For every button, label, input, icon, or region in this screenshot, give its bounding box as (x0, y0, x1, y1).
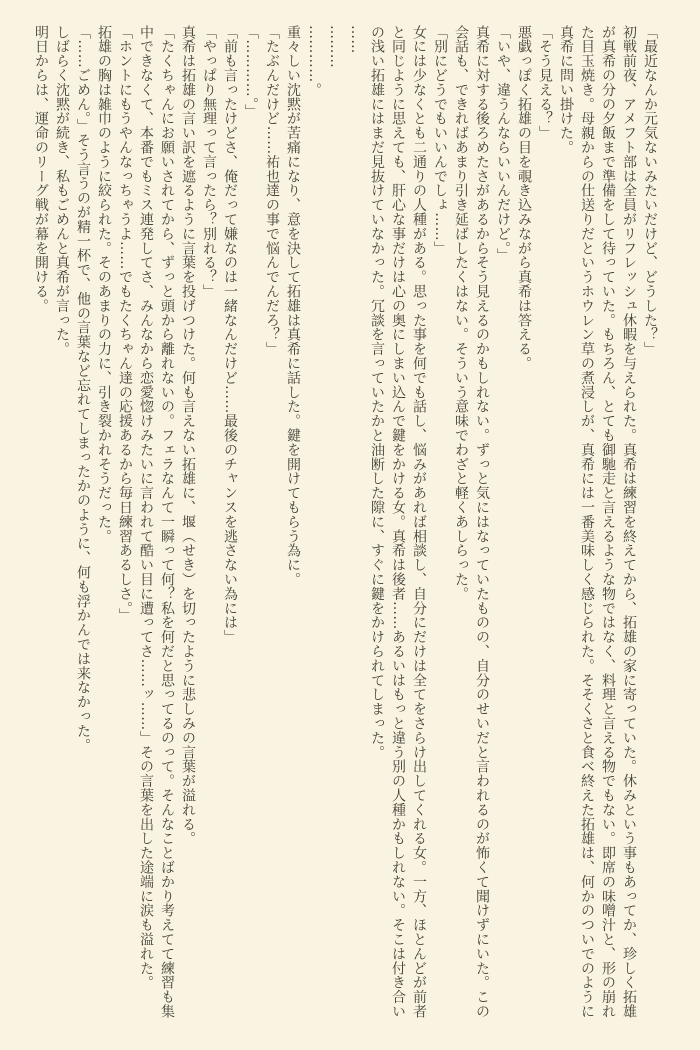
text-column: 明日からは、運命のリーグ戦が幕を開ける。 (33, 25, 49, 313)
text-column: た目玉焼き。母親からの仕送りだというホウレン草の煮浸しが、真希には一番美味しく感じられた。そそくさと食べ終えた拓雄は、何かのついでのように (579, 25, 595, 1019)
text-column: 「…………。」 (243, 25, 259, 119)
text-column: 女には少なくとも二通りの人種がある。思った事を何でも話し、悩みがあれば相談し、自分にだけは全てをさらけ出してくれる女。一方、ほとんどが前者 (411, 25, 427, 1019)
text-column: 悪戯っぽく拓雄の目を覗き込みながら真希は答える。 (516, 25, 532, 371)
text-column: 「そう見える？」 (537, 25, 553, 141)
text-column: の浅い拓雄にはまだ見抜けていなかった。冗談を言っていたかと油断した隙に、すぐに鍵をかけられてしまった。 (369, 25, 385, 760)
text-column: 「ホントにもうやんなっちゃうよ……でもたくちゃん達の応援あるから毎日練習あるしさ。」 (117, 25, 133, 623)
text-column: 初戦前夜、アメフト部は全員がリフレッシュ休暇を与えられた。真希は練習を終えてから、拓雄の家に寄っていた。休みという事もあってか、珍しく拓雄 (621, 25, 637, 1019)
text-column: 中できなくて、本番でもミス連発してさ、みんなから恋愛惚けみたいに言われて酷い目に遭ってさ……ッ……」その言葉を出した途端に涙も溢れた。 (138, 25, 154, 990)
text-column: 「最近なんか元気ないみたいだけど、どうした？」 (642, 25, 658, 357)
text-column: …………。 (306, 25, 322, 97)
text-column: 「別にどうでもいいんでしょ……」 (432, 25, 448, 256)
text-column: 重々しい沈黙が苦痛になり、意を決して拓雄は真希に話した。鍵を開けてもらう為に。 (285, 25, 301, 587)
text-column: 「たぶんだけど……祐也達の事で悩んでんだろ？」 (264, 25, 280, 357)
text-column: と同じように思えても、肝心な事だけは心の奥にしまい込んで鍵をかける女。真希は後者……あるいはもっと違う別の人種かもしれない。そこは付き合い (390, 25, 406, 1019)
text-column: 「たくちゃんにお願いされてから、ずっと頭から離れないの。フェラなんて一瞬って何？私を何だと思ってるのって。そんなことばかり考えてて練習も集 (159, 25, 175, 1019)
text-column: 「……ごめん。」そう言うのが精一杯で、他の言葉など忘れてしまったかのように、何も浮かんでは来なかった。 (75, 25, 91, 753)
text-column: ……… (327, 25, 343, 69)
text-column: 「いや、違うんならいいんだけど。」 (495, 25, 511, 263)
text-column: しばらく沈黙が続き、私もごめんと真希が言った。 (54, 25, 70, 357)
text-column: 「やっぱり無理って言ったら？別れる？」 (201, 25, 217, 299)
text-column: …… (348, 25, 364, 54)
text-column: 真希は拓雄の言い訳を遮るように言葉を投げつけた。何も言えない拓雄に、堰（せき）を切ったように悲しみの言葉が溢れる。 (180, 25, 196, 846)
text-column: 拓雄の胸は雑巾のように絞られた。そのあまりの力に、引き裂かれそうだった。 (96, 25, 112, 544)
text-column: 真希に問い掛けた。 (558, 25, 574, 155)
text-column: 真希に対する後ろめたさがあるからそう見えるのかもしれない。ずっと気にはなっていたものの、自分のせいだと言われるのが怖くて聞けずにいた。この (474, 25, 490, 1019)
text-column: が真希の分の夕飯まで準備をして待っていた。もちろん、とても御馳走と言えるような物ではなく、料理と言える物でもない。即席の味噌汁と、形の崩れ (600, 25, 616, 1019)
novel-page-text (30, 25, 660, 1040)
text-column: 会話も、できればあまり引き延ばしたくはない。そういう意味でわざと軽くあしらった。 (453, 25, 469, 601)
text-column: 「前も言ったけどさ、俺だって嫌なのは一緒なんだけど……最後のチャンスを逃さない為には」 (222, 25, 238, 645)
